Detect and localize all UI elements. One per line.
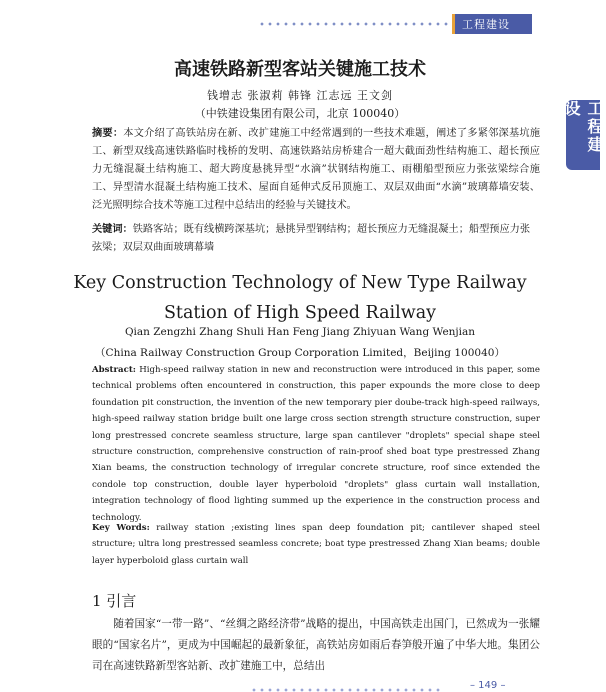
section-body: 随着国家“一带一路”、“丝绸之路经济带”战略的提出，中国高铁走出国门，已然成为一张耀眼的“国家名片”，更成为中国崛起的最新象征，高铁站房如雨后春笋般开遍了中华大地。集团公司在高速铁路新型客站新、改扩建施工中，总结出 [92, 618, 540, 672]
paper-title-en-line1: Key Construction Technology of New Type Railway [73, 273, 527, 293]
side-section-tab: 工程建设 [566, 100, 600, 170]
abstract-en [92, 362, 540, 526]
keywords-cn [92, 220, 540, 257]
paper-title-en [0, 268, 600, 328]
affiliation-en: （China Railway Construction Group Corporation Limited，Beijing 100040） [95, 347, 505, 359]
footer-dot-rule [250, 688, 440, 692]
authors-en: Qian Zengzhi Zhang Shuli Han Feng Jiang Zhiyuan Wang Wenjian [124, 326, 476, 338]
keywords-en-text: railway station ;existing lines span deep foundation pit; cantilever shaped steel structure; ultra long prestressed seamless concrete; boat type prestressed Zhang Xian beams; double layer hyperboloid glass curtain wall [92, 523, 541, 566]
abstract-cn-text: 本文介绍了高铁站房在新、改扩建施工中经常遇到的一些技术难题，阐述了多紧邻深基坑施工、新型双线高速铁路临时栈桥的发明、高速铁路站房桥建合一超大截面劲性结构施工、超长预应力无缝混凝土结构施工、超大跨度悬挑异型“水滴”状钢结构施工、雨棚船型预应力张弦梁综合施工、异型清水混凝土结构施工技术、屋面自延伸式反吊顶施工、双层双曲面“水滴”玻璃幕墙安装、泛光照明综合技术等施工过程中总结出的经验与关键技术。 [92, 128, 541, 211]
authors-cn: 钱增志 张淑莉 韩锋 江志远 王文剑 [207, 89, 393, 102]
abstract-en-text: High-speed railway station in new and reconstruction were introduced in this paper, some technical problems often encountered in construction, this paper expounds the more close to deep foundation pit construction, the invention of the new temporary pier doube-track high-speed railways, high-speed railway station bridge built one large cross section strength structure construction, super long prestressed concrete seamless structure, large span cantilever "droplets" special shape steel structure construction, comprehensive construction of rain-proof shed boat type prestressed Zhang Xian beams, the construction technology of irregular concrete structure, roof since extended the condole top construction, double layer hyperboloid "droplets" glass curtain wall installation, integration technology of flood lighting summed up the experience in the construction process and technology. [92, 365, 540, 523]
abstract-cn [92, 124, 540, 215]
section-heading: 1 引言 [92, 592, 137, 610]
keywords-cn-label: 关键词： [92, 223, 133, 235]
header-dot-rule [258, 22, 448, 26]
abstract-cn-label: 摘要： [92, 127, 124, 139]
keywords-cn-text: 铁路客站；既有线横跨深基坑；悬挑异型钢结构；超长预应力无缝混凝土；船型预应力张弦梁；双层双曲面玻璃幕墙 [92, 224, 531, 253]
paper-title-en-line2: Station of High Speed Railway [163, 303, 437, 323]
keywords-en-label: Key Words: [92, 523, 150, 533]
page-number: – 149 – [470, 680, 506, 691]
affiliation-cn: （中铁建设集团有限公司，北京 100040） [194, 107, 406, 120]
keywords-en [92, 520, 540, 569]
section-tag: 工程建设 [452, 14, 532, 34]
paper-title-cn: 高速铁路新型客站关键施工技术 [174, 59, 426, 80]
abstract-en-label: Abstract: [92, 365, 136, 375]
